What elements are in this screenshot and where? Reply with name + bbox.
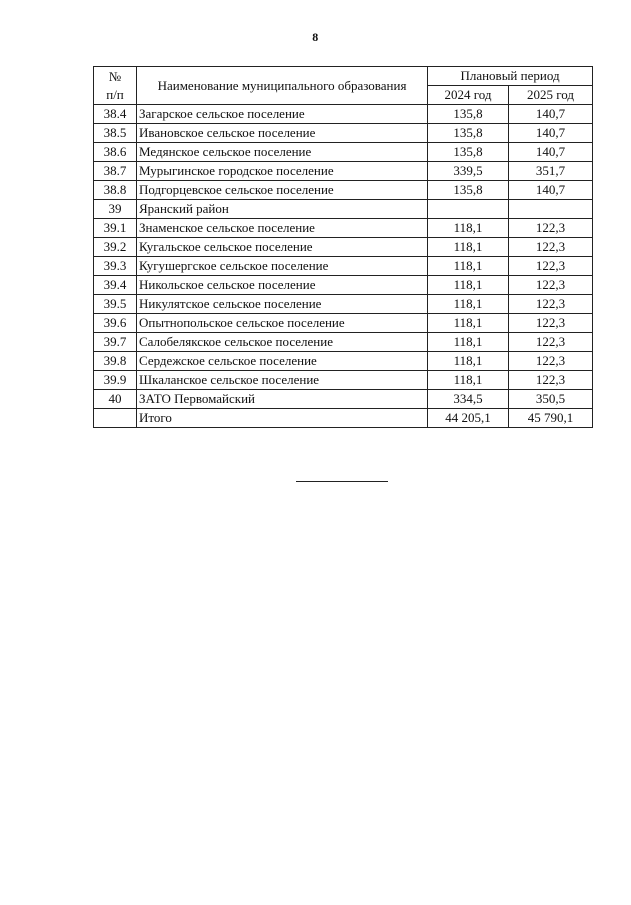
row-value-2025: 122,3 (509, 276, 593, 295)
column-header-number-line1: № (108, 68, 122, 84)
row-value-2025: 140,7 (509, 105, 593, 124)
row-number: 39.2 (94, 238, 137, 257)
table-row (94, 390, 593, 409)
row-value-2024: 135,8 (428, 143, 509, 162)
page-number: 8 (312, 30, 319, 44)
row-value-2024: 118,1 (428, 238, 509, 257)
row-municipality-name: Сердежское сельское поселение (137, 352, 428, 371)
row-value-2024: 118,1 (428, 352, 509, 371)
row-municipality-name: Шкаланское сельское поселение (137, 371, 428, 390)
row-value-2025: 122,3 (509, 371, 593, 390)
row-number: 39.9 (94, 371, 137, 390)
table-row (94, 124, 593, 143)
row-value-2025: 122,3 (509, 314, 593, 333)
row-municipality-name: Подгорцевское сельское поселение (137, 181, 428, 200)
row-municipality-name: Ивановское сельское поселение (137, 124, 428, 143)
table-row (94, 333, 593, 352)
table-body (94, 105, 593, 409)
row-number: 40 (94, 390, 137, 409)
row-number: 38.4 (94, 105, 137, 124)
column-header-number-line2: п/п (106, 86, 124, 102)
row-value-2025: 122,3 (509, 219, 593, 238)
row-municipality-name: Никольское сельское поселение (137, 276, 428, 295)
row-municipality-name: Никулятское сельское поселение (137, 295, 428, 314)
table-row (94, 105, 593, 124)
table-row (94, 238, 593, 257)
row-value-2025: 122,3 (509, 295, 593, 314)
row-value-2025: 122,3 (509, 238, 593, 257)
row-municipality-name: Кугушергское сельское поселение (137, 257, 428, 276)
row-value-2025: 140,7 (509, 124, 593, 143)
row-value-2025: 351,7 (509, 162, 593, 181)
total-label: Итого (137, 409, 428, 428)
row-municipality-name: Кугальское сельское поселение (137, 238, 428, 257)
total-2025-value: 45 790,1 (509, 409, 593, 428)
row-value-2024: 118,1 (428, 257, 509, 276)
row-number: 38.7 (94, 162, 137, 181)
budget-allocation-table (93, 66, 593, 428)
column-header-planned-period: Плановый период (428, 67, 593, 86)
table-row (94, 314, 593, 333)
row-number: 39.7 (94, 333, 137, 352)
column-header-number (94, 67, 137, 105)
row-value-2024: 339,5 (428, 162, 509, 181)
total-row (94, 409, 593, 428)
table-row (94, 257, 593, 276)
row-value-2025: 122,3 (509, 257, 593, 276)
end-separator-line (296, 481, 388, 482)
row-value-2025: 122,3 (509, 352, 593, 371)
row-municipality-name: Яранский район (137, 200, 428, 219)
row-value-2024: 118,1 (428, 219, 509, 238)
row-value-2024: 334,5 (428, 390, 509, 409)
row-value-2025: 350,5 (509, 390, 593, 409)
table-row (94, 200, 593, 219)
row-number: 39.3 (94, 257, 137, 276)
row-number: 38.8 (94, 181, 137, 200)
row-number: 39.8 (94, 352, 137, 371)
row-value-2025: 122,3 (509, 333, 593, 352)
table-row (94, 143, 593, 162)
row-value-2025: 140,7 (509, 181, 593, 200)
column-header-year-2024: 2024 год (428, 86, 509, 105)
row-municipality-name: Мурыгинское городское поселение (137, 162, 428, 181)
row-number: 39.6 (94, 314, 137, 333)
table-row (94, 219, 593, 238)
row-municipality-name: Загарское сельское поселение (137, 105, 428, 124)
row-value-2025: 140,7 (509, 143, 593, 162)
total-2024-value: 44 205,1 (428, 409, 509, 428)
row-number: 39.5 (94, 295, 137, 314)
table-header (94, 67, 593, 105)
row-value-2024: 135,8 (428, 124, 509, 143)
row-number: 38.5 (94, 124, 137, 143)
row-municipality-name: ЗАТО Первомайский (137, 390, 428, 409)
table-row (94, 371, 593, 390)
table-row (94, 162, 593, 181)
row-value-2024: 118,1 (428, 371, 509, 390)
row-value-2024: 135,8 (428, 105, 509, 124)
row-value-2024 (428, 200, 509, 219)
row-value-2024: 118,1 (428, 314, 509, 333)
row-number: 39.4 (94, 276, 137, 295)
row-number: 38.6 (94, 143, 137, 162)
table-footer (94, 409, 593, 428)
total-number-cell (94, 409, 137, 428)
row-municipality-name: Медянское сельское поселение (137, 143, 428, 162)
table-row (94, 276, 593, 295)
row-value-2024: 118,1 (428, 276, 509, 295)
row-value-2024: 118,1 (428, 333, 509, 352)
row-municipality-name: Салобелякское сельское поселение (137, 333, 428, 352)
column-header-year-2025: 2025 год (509, 86, 593, 105)
row-number: 39.1 (94, 219, 137, 238)
column-header-name: Наименование муниципального образования (137, 67, 428, 105)
row-value-2025 (509, 200, 593, 219)
table-row (94, 295, 593, 314)
row-municipality-name: Опытнопольское сельское поселение (137, 314, 428, 333)
row-value-2024: 118,1 (428, 295, 509, 314)
table-row (94, 352, 593, 371)
table-row (94, 181, 593, 200)
row-number: 39 (94, 200, 137, 219)
row-municipality-name: Знаменское сельское поселение (137, 219, 428, 238)
row-value-2024: 135,8 (428, 181, 509, 200)
